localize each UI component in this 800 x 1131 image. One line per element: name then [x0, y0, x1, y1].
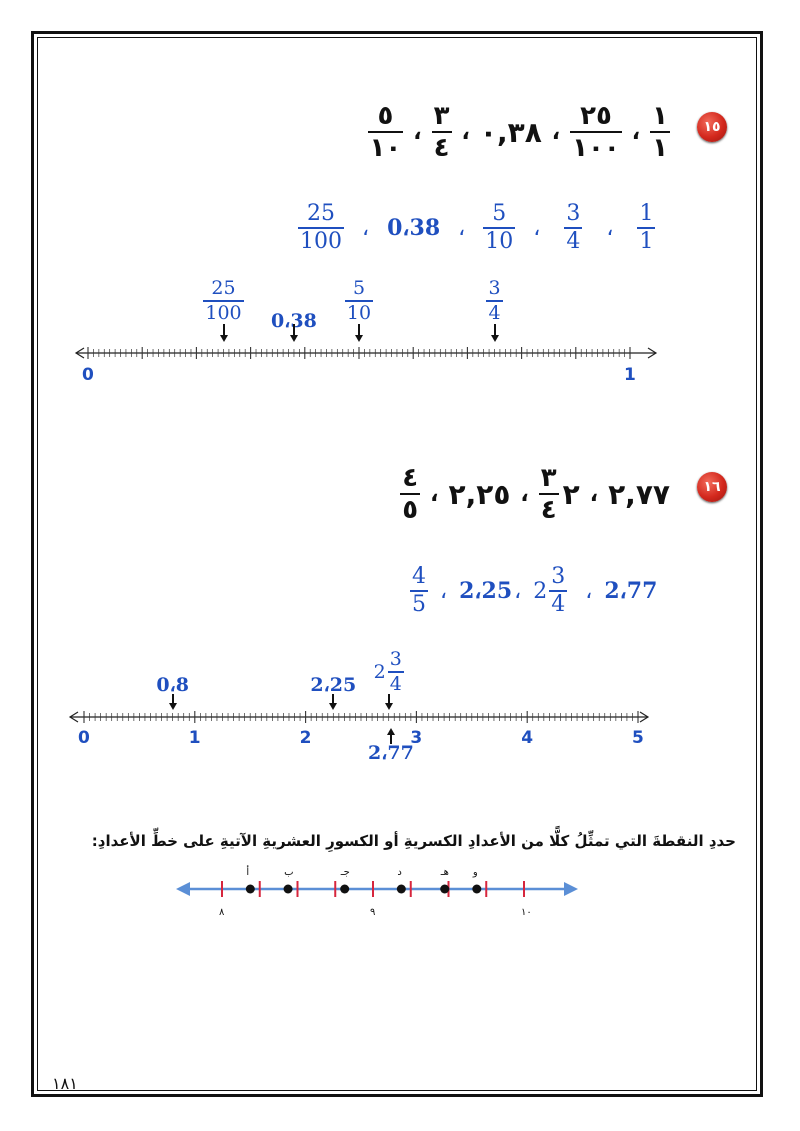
- question-separator: ،: [413, 119, 422, 145]
- question-separator: ،: [631, 119, 641, 145]
- exercise-point-dot: [440, 885, 449, 894]
- answer-decimal-038: 0،38: [387, 215, 441, 241]
- exercise-point-dot: [340, 885, 349, 894]
- q16-mark-arrow-up-icon: [390, 730, 392, 744]
- fraction-denominator: ١٠٠: [572, 133, 620, 163]
- question-separator: ،: [520, 481, 529, 507]
- answer-fraction-3-4: $\frac{3}{4}$: [566, 201, 581, 254]
- question-decimal: ٢,٧٧: [608, 477, 670, 511]
- fraction-denominator: ٤: [433, 133, 450, 163]
- exercise-point-dot: [284, 885, 293, 894]
- q16-mark-arrow-icon: [172, 694, 174, 708]
- fraction-numerator: ١: [652, 101, 668, 131]
- fraction-numerator: ٤: [402, 463, 419, 493]
- mark-text: 2،77: [368, 742, 414, 764]
- answer-fraction-4-5: $\frac{4}{5}$: [412, 564, 426, 617]
- mark-text: 2،25: [310, 674, 357, 696]
- fraction-denominator: 10: [346, 302, 372, 324]
- answer-separator: ،: [533, 215, 541, 241]
- answer-fraction-1-1: $\frac{1}{1}$: [639, 201, 654, 254]
- exercise-point-label: جـ: [340, 867, 350, 878]
- axis-label-3: 3: [410, 728, 423, 748]
- fraction-denominator: ٤: [540, 495, 557, 525]
- q15-mark-arrow-icon: [358, 324, 360, 340]
- exercise-point-label: د: [397, 867, 402, 878]
- exercise-point-dot: [397, 885, 406, 894]
- exercise-point-dot: [246, 885, 255, 894]
- axis-label-0: 0: [78, 728, 90, 748]
- fraction-numerator: ٢٥: [580, 101, 612, 131]
- fraction-numerator: 3: [488, 277, 501, 299]
- fraction-denominator: 4: [488, 302, 501, 324]
- q15-mark-arrow-icon: [293, 324, 295, 340]
- mark-text: 0،8: [156, 674, 189, 696]
- q16-mark-arrow-icon: [332, 694, 334, 708]
- page-number: ١٨١: [52, 1074, 78, 1093]
- axis-label-0: 0: [82, 365, 94, 385]
- fraction-numerator: 25: [211, 277, 236, 299]
- fraction-denominator: ٥: [402, 495, 419, 525]
- mark-text: 0،38: [271, 310, 317, 332]
- axis-label-1: 1: [188, 728, 201, 748]
- question-separator: ،: [430, 481, 439, 507]
- question-separator: ،: [589, 481, 599, 507]
- exercise-point-label: و: [472, 867, 478, 878]
- answer-fraction-25-100: $\frac{25}{100}$: [300, 201, 342, 254]
- axis-label-4: 4: [521, 728, 534, 748]
- fraction-denominator: ١: [652, 133, 668, 163]
- answer-separator: ،: [458, 215, 466, 241]
- answer-separator: ،: [606, 215, 614, 241]
- fraction-numerator: 5: [352, 277, 366, 299]
- axis-label-2: 2: [299, 728, 312, 748]
- fraction-denominator: ١٠: [369, 133, 402, 163]
- fraction-numerator: 3: [389, 648, 402, 670]
- exercise-point-label: أ: [246, 867, 250, 878]
- mixed-whole: ٢: [562, 477, 580, 511]
- exercise-instruction: حددِ النقطةَ التي تمثِّلُ كلًّا من الأعدادِ الكسريةِ أو الكسورِ العشريةِ الآتيةِ على خطِّ الأعدادِ:: [91, 832, 736, 850]
- axis-label-1: 1: [624, 365, 636, 385]
- mixed-whole: 2: [373, 661, 386, 683]
- right-arrow-icon: [564, 882, 578, 896]
- q15-mark-arrow-icon: [494, 324, 496, 340]
- answer-decimal-225: 2،25: [459, 578, 513, 604]
- exercise-tick-label: ١٠: [521, 907, 532, 918]
- fraction-numerator: ٣: [433, 101, 450, 131]
- question-separator: ،: [461, 119, 470, 145]
- fraction-numerator: ٥: [377, 101, 394, 131]
- answer-decimal-277: 2،77: [604, 578, 658, 604]
- question-decimal: ٢,٢٥: [448, 477, 511, 511]
- fraction-denominator: 100: [205, 302, 242, 324]
- answer-separator: ،: [585, 578, 593, 604]
- exercise-tick-label: ٨: [219, 907, 225, 918]
- exercise-point-label: ب: [284, 867, 294, 878]
- fraction-numerator: ٣: [540, 463, 557, 493]
- fraction-denominator: 4: [389, 673, 402, 695]
- question-decimal: ٠,٣٨: [479, 115, 542, 149]
- question-separator: ،: [551, 119, 561, 145]
- q15-mark-arrow-icon: [223, 324, 225, 340]
- exercise-point-dot: [472, 885, 481, 894]
- exercise-point-label: هـ: [440, 867, 449, 878]
- axis-label-5: 5: [632, 728, 644, 748]
- mixed-whole: 2: [533, 578, 548, 604]
- question-15-badge: ١٥: [697, 112, 727, 142]
- exercise-tick-label: ٩: [370, 907, 376, 918]
- answer-separator: ،: [362, 215, 370, 241]
- mixed-fraction: $\frac{3}{4}$: [551, 564, 566, 617]
- answer-fraction-5-10: $\frac{5}{10}$: [485, 201, 514, 254]
- left-arrow-icon: [176, 882, 190, 896]
- q16-mark-arrow-icon: [388, 694, 390, 708]
- answer-separator: ،: [514, 578, 522, 604]
- question-16-badge: ١٦: [697, 472, 727, 502]
- answer-separator: ،: [440, 578, 448, 604]
